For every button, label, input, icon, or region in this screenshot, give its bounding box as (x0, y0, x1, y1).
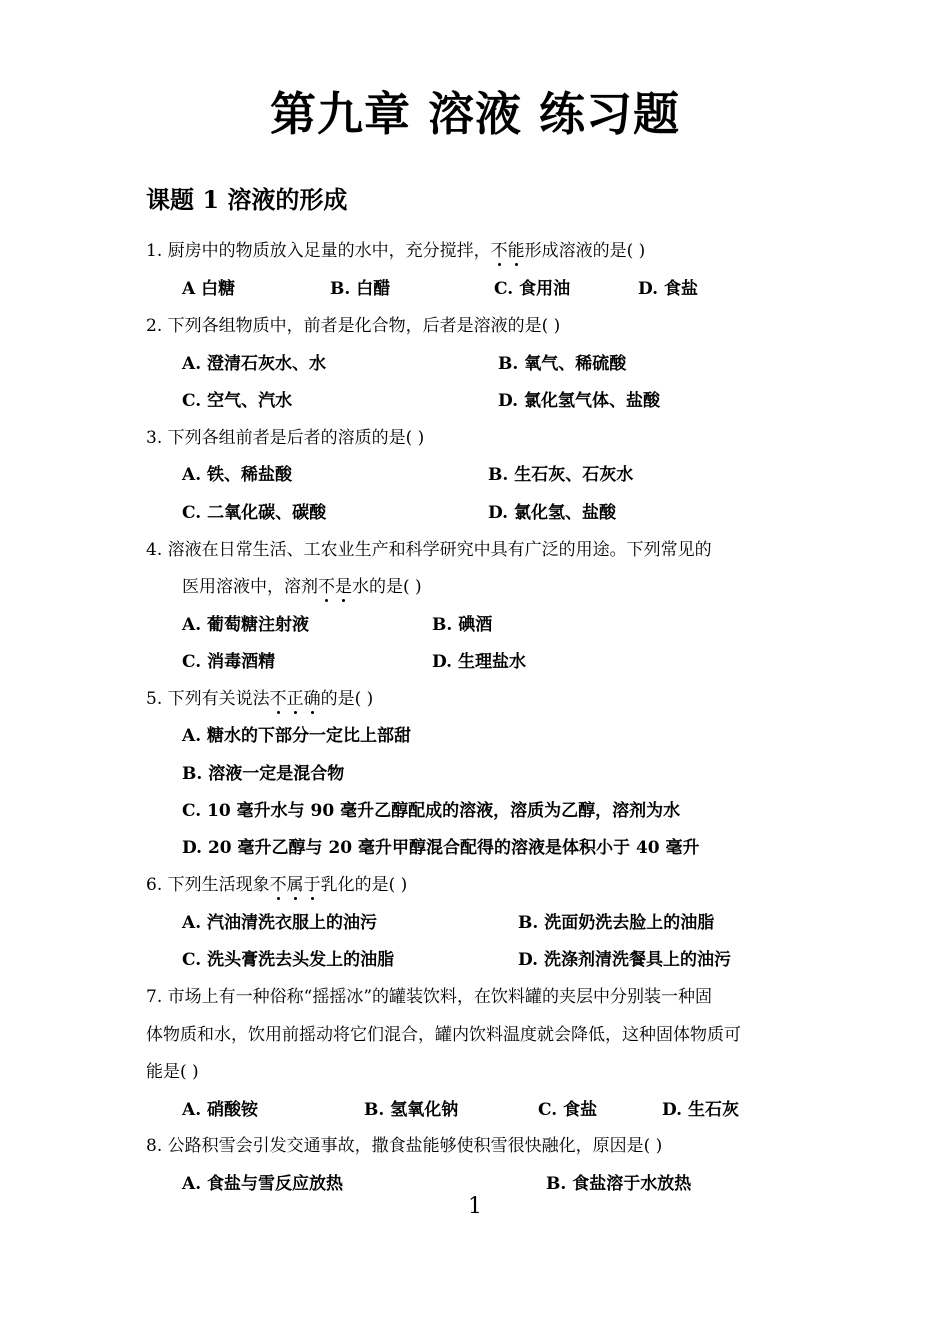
q7-option-a: A. 硝酸铵 (182, 1100, 259, 1120)
question-7-line-2: 体物质和水，饮用前摇动将它们混合，罐内饮料温度就会降低，这种固体物质可 (146, 1025, 741, 1045)
q7-option-c: C. 食盐 (538, 1100, 598, 1120)
page-title: 第九章 溶液 练习题 (269, 87, 681, 141)
emphasis-char: 不 (270, 870, 287, 895)
question-5: 5. 下列有关说法不正确的是( ) (146, 684, 373, 709)
q8-option-b: B. 食盐溶于水放热 (546, 1174, 692, 1194)
question-7-line-3: 能是( ) (146, 1062, 199, 1082)
question-4: 4. 溶液在日常生活、工农业生产和科学研究中具有广泛的用途。下列常见的 (146, 540, 712, 560)
q5-option-b: B. 溶液一定是混合物 (182, 764, 345, 784)
question-1: 1. 厨房中的物质放入足量的水中，充分搅拌，不能形成溶液的是( ) (146, 236, 645, 261)
emphasis-char: 不 (491, 236, 508, 261)
q7-option-b: B. 氢氧化钠 (364, 1100, 459, 1120)
q7-option-d: D. 生石灰 (662, 1100, 739, 1120)
q6-option-c: C. 洗头膏洗去头发上的油脂 (182, 950, 395, 970)
q4-option-d: D. 生理盐水 (432, 652, 526, 672)
q4-option-b: B. 碘酒 (432, 615, 493, 635)
q3-option-c: C. 二氧化碳、碳酸 (182, 503, 327, 523)
q3-option-b: B. 生石灰、石灰水 (488, 465, 634, 485)
q6-option-d: D. 洗涤剂清洗餐具上的油污 (518, 950, 731, 970)
question-8: 8. 公路积雪会引发交通事故，撒食盐能够使积雪很快融化，原因是( ) (146, 1136, 663, 1156)
q5-option-c: C. 10 毫升水与 90 毫升乙醇配成的溶液，溶质为乙醇，溶剂为水 (182, 801, 681, 821)
q8-option-a: A. 食盐与雪反应放热 (182, 1174, 344, 1194)
q1-option-a: A 白糖 (182, 279, 236, 299)
question-3: 3. 下列各组前者是后者的溶质的是( ) (146, 428, 425, 448)
question-4-line-2: 医用溶液中，溶剂不是水的是( ) (182, 572, 422, 597)
emphasis-char: 确 (304, 684, 321, 709)
q6-option-a: A. 汽油清洗衣服上的油污 (182, 913, 378, 933)
q2-option-d: D. 氯化氢气体、盐酸 (498, 391, 660, 411)
q5-option-a: A. 糖水的下部分一定比上部甜 (182, 726, 412, 746)
q6-option-b: B. 洗面奶洗去脸上的油脂 (518, 913, 715, 933)
section-heading: 课题 1 溶液的形成 (146, 185, 348, 214)
q1-option-b: B. 白醋 (330, 279, 391, 299)
q4-option-a: A. 葡萄糖注射液 (182, 615, 310, 635)
emphasis-char: 不 (318, 572, 335, 597)
page-number: 1 (468, 1194, 482, 1219)
q3-option-d: D. 氯化氢、盐酸 (488, 503, 616, 523)
q4-option-c: C. 消毒酒精 (182, 652, 276, 672)
emphasis-char: 不 (270, 684, 287, 709)
emphasis-char: 属 (287, 870, 304, 895)
q3-option-a: A. 铁、稀盐酸 (182, 465, 293, 485)
question-7: 7. 市场上有一种俗称“摇摇冰”的罐装饮料，在饮料罐的夹层中分别装一种固 (146, 987, 713, 1007)
emphasis-char: 于 (304, 870, 321, 895)
question-6: 6. 下列生活现象不属于乳化的是( ) (146, 870, 407, 895)
q1-option-d: D. 食盐 (638, 279, 698, 299)
question-2: 2. 下列各组物质中，前者是化合物，后者是溶液的是( ) (146, 316, 561, 336)
q2-option-a: A. 澄清石灰水、水 (182, 354, 327, 374)
q2-option-b: B. 氧气、稀硫酸 (498, 354, 627, 374)
q1-option-c: C. 食用油 (494, 279, 571, 299)
q2-option-c: C. 空气、汽水 (182, 391, 293, 411)
emphasis-char: 能 (508, 236, 525, 261)
emphasis-char: 正 (287, 684, 304, 709)
q5-option-d: D. 20 毫升乙醇与 20 毫升甲醇混合配得的溶液是体积小于 40 毫升 (182, 838, 700, 858)
emphasis-char: 是 (335, 572, 352, 597)
